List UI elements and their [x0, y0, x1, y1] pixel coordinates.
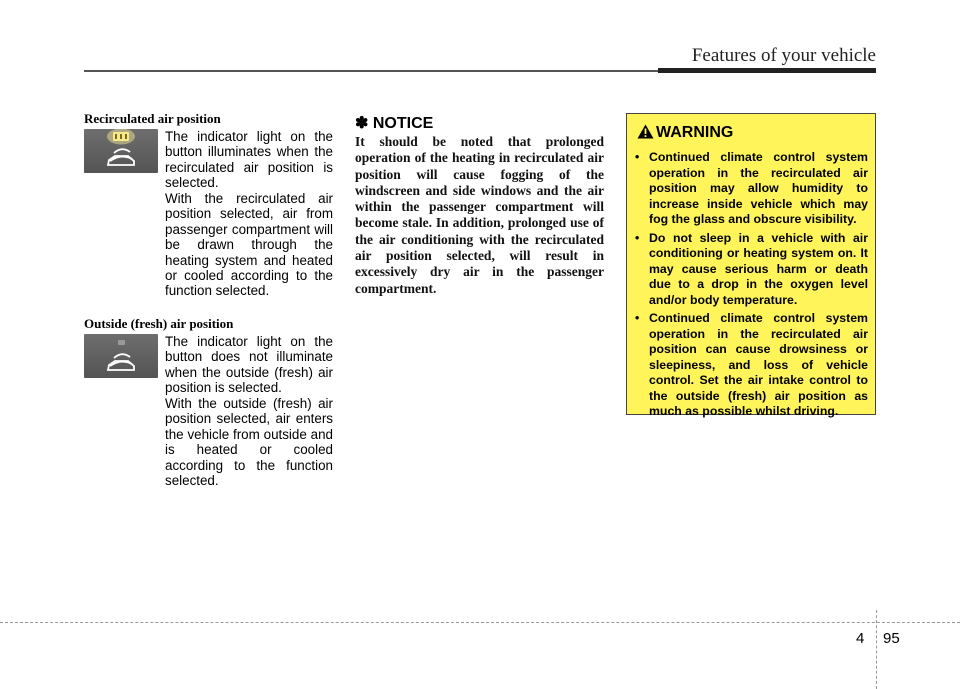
notice-title: ✽ NOTICE — [355, 115, 434, 132]
recirculation-icon — [84, 129, 158, 173]
page-number-divider — [876, 610, 877, 689]
outside-para-1: The indicator light on the button does not illuminate when the outside (fresh) air position is selected. — [165, 334, 333, 396]
notice-body: It should be noted that prolonged operation of the heating in recirculated air position will cause fogging of the windscreen and side windows and the air within the passenger compartment will become stale. In addition, prolonged use of the air conditioning with the recirculated air position selected, will result in excessively dry air in the passenger compartment. — [355, 134, 604, 296]
section-title: Features of your vehicle — [691, 45, 876, 66]
outside-title: Outside (fresh) air position — [84, 316, 234, 331]
warning-item-text: Continued climate control system operation in the recirculated air position can cause drowsiness or sleepiness, and loss of vehicle control. Set the air intake control to the outside (fresh) air position as much as possible whilst driving. — [649, 311, 868, 418]
chapter-number: 4 — [856, 630, 865, 647]
recirculated-button-image — [84, 129, 158, 173]
recirculated-para-2: With the recirculated air position selected, air from passenger compartment will be drawn through the heating system and heated or cooled according to the function selected. — [165, 191, 333, 299]
warning-title: WARNING — [656, 124, 734, 141]
header-rule — [84, 70, 658, 72]
warning-list — [635, 150, 868, 423]
fresh-air-icon — [84, 334, 158, 378]
recirculated-title: Recirculated air position — [84, 111, 221, 126]
recirculated-para-1: The indicator light on the button illuminates when the recirculated air position is selected. — [165, 129, 333, 191]
warning-item — [635, 311, 868, 420]
warning-item — [635, 150, 868, 228]
bullet: • — [635, 150, 640, 164]
warning-box — [626, 113, 876, 418]
outside-para-2: With the outside (fresh) air position selected, air enters the vehicle from outside and is heated or cooled according to the function selected. — [165, 396, 333, 489]
page-number: 95 — [883, 630, 900, 647]
warning-item-text: Continued climate control system operation in the recirculated air position may allow humidity to increase inside vehicle which may fog the glass and obscure visibility. — [649, 150, 868, 226]
bullet: • — [635, 230, 640, 245]
bullet: • — [635, 311, 640, 325]
warning-item-text: Do not sleep in a vehicle with air conditioning or heating system on. It may cause serious harm or death due to a drop in the oxygen level and/or body temperature. — [649, 230, 868, 307]
warning-item — [635, 231, 868, 309]
footer-rule — [0, 622, 960, 623]
warning-triangle-icon — [637, 124, 654, 139]
header-rule-accent — [658, 68, 876, 73]
outside-button-image — [84, 334, 158, 378]
